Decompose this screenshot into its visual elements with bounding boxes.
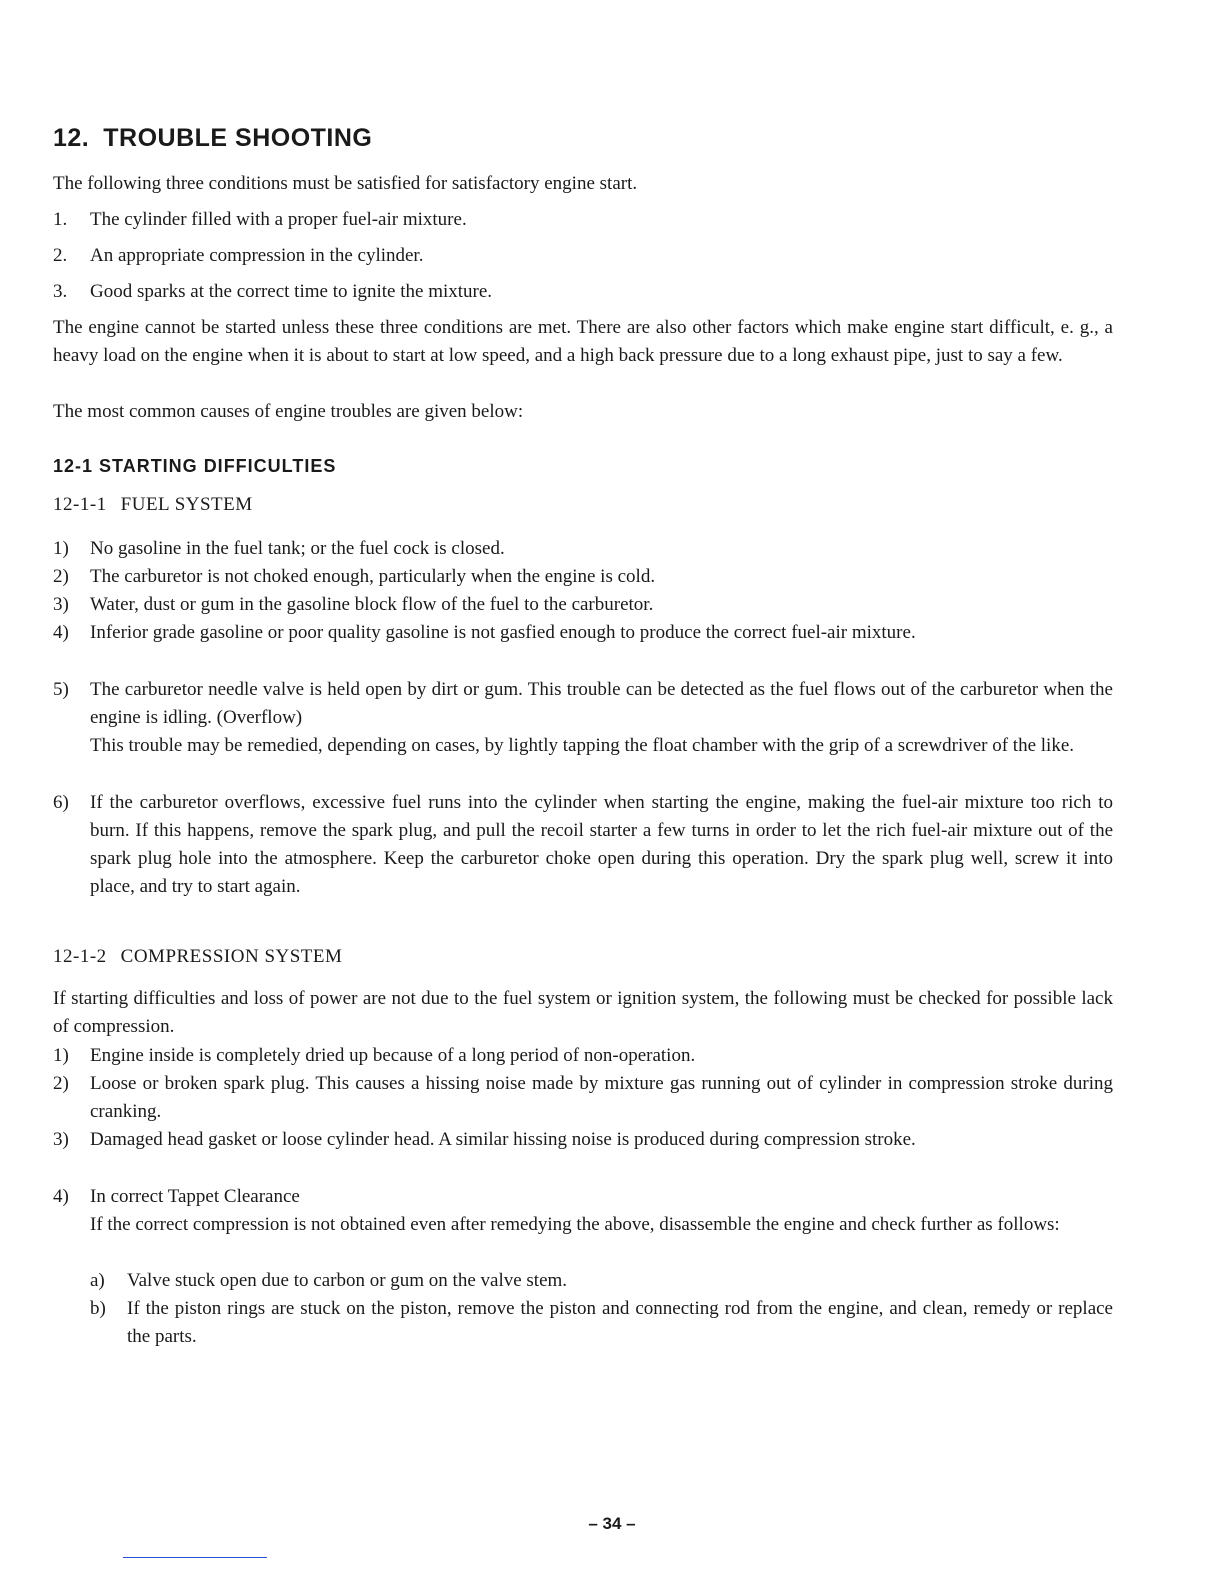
- heading-title: TROUBLE SHOOTING: [103, 124, 373, 152]
- subitem-letter: a): [90, 1270, 105, 1291]
- condition-text: An appropriate compression in the cylinder.: [90, 245, 424, 266]
- fuel-item-text: No gasoline in the fuel tank; or the fuel cock is closed.: [90, 538, 505, 559]
- condition-number: 2.: [53, 245, 68, 266]
- fuel-system-heading: [53, 494, 253, 516]
- compression-item-number: 1): [53, 1045, 69, 1066]
- condition-item: [53, 242, 1113, 270]
- condition-number: 1.: [53, 209, 68, 230]
- scan-edge-line: [123, 1557, 267, 1558]
- page-number: – 34 –: [588, 1514, 636, 1533]
- condition-text: Good sparks at the correct time to ignite the mixture.: [90, 281, 493, 302]
- subitem-letter: b): [90, 1298, 106, 1319]
- fuel-item-text: The carburetor is not choked enough, particularly when the engine is cold.: [90, 566, 656, 587]
- condition-text: The cylinder filled with a proper fuel-air mixture.: [90, 209, 467, 230]
- compression-item-note: If the correct compression is not obtained even after remedying the above, disassemble the engine and check further as follows:: [90, 1214, 1060, 1235]
- fuel-item: [53, 591, 1113, 619]
- fuel-item-number: 5): [53, 679, 69, 700]
- intro-text: The following three conditions must be satisfied for satisfactory engine start.: [53, 173, 638, 194]
- fuel-item-number: 4): [53, 622, 69, 643]
- condition-number: 3.: [53, 281, 68, 302]
- subitem-text: Valve stuck open due to carbon or gum on the valve stem.: [127, 1270, 568, 1291]
- compression-item: [53, 1126, 1113, 1154]
- explanation-paragraph: The engine cannot be started unless these three conditions are met. There are also other factors which make engine start difficult, e. g., a heavy load on the engine when it is about to start at low speed, and a high back pressure due to a long exhaust pipe, just to say a few.: [53, 317, 1113, 366]
- fuel-item-number: 2): [53, 566, 69, 587]
- fuel-system-code: 12-1-1: [53, 494, 107, 515]
- common-causes-text: The most common causes of engine troubles are given below:: [53, 401, 524, 422]
- compression-item: [53, 1183, 1113, 1239]
- condition-item: [53, 278, 1113, 306]
- compression-item-number: 3): [53, 1129, 69, 1150]
- compression-item-number: 2): [53, 1073, 69, 1094]
- fuel-item: [53, 789, 1113, 901]
- fuel-item-number: 3): [53, 594, 69, 615]
- compression-item-text: In correct Tappet Clearance: [90, 1186, 300, 1207]
- compression-system-title: COMPRESSION SYSTEM: [120, 946, 343, 967]
- subsection-heading: 12-1 STARTING DIFFICULTIES: [53, 456, 337, 476]
- section-heading: [53, 124, 372, 153]
- fuel-item-note: This trouble may be remedied, depending on cases, by lightly tapping the float chamber with the grip of a screwdriver of the like.: [90, 735, 1075, 756]
- condition-item: [53, 206, 1113, 234]
- fuel-item-text: The carburetor needle valve is held open by dirt or gum. This trouble can be detected as the fuel flows out of the carburetor when the engine is idling. (Overflow): [90, 679, 1113, 728]
- compression-item-text: Engine inside is completely dried up because of a long period of non-operation.: [90, 1045, 696, 1066]
- heading-number: 12.: [53, 124, 90, 152]
- compression-subitem: [90, 1267, 1113, 1295]
- fuel-item: [53, 619, 1113, 647]
- fuel-system-title: FUEL SYSTEM: [120, 494, 253, 515]
- compression-system-code: 12-1-2: [53, 946, 107, 967]
- compression-item-text: Loose or broken spark plug. This causes a hissing noise made by mixture gas running out of cylinder in compression stroke during cranking.: [90, 1073, 1113, 1122]
- fuel-item: [53, 535, 1113, 563]
- compression-subitem: [90, 1295, 1113, 1351]
- fuel-item: [53, 563, 1113, 591]
- fuel-item-number: 1): [53, 538, 69, 559]
- fuel-item-text: Inferior grade gasoline or poor quality gasoline is not gasfied enough to produce the correct fuel-air mixture.: [90, 622, 916, 643]
- subitem-text: If the piston rings are stuck on the piston, remove the piston and connecting rod from the engine, and clean, remedy or replace the parts.: [127, 1298, 1113, 1347]
- fuel-item: [53, 676, 1113, 760]
- compression-item: [53, 1042, 1113, 1070]
- compression-item-number: 4): [53, 1186, 69, 1207]
- fuel-item-number: 6): [53, 792, 69, 813]
- compression-item: [53, 1070, 1113, 1126]
- fuel-item-text: If the carburetor overflows, excessive fuel runs into the cylinder when starting the engine, making the fuel-air mixture too rich to burn. If this happens, remove the spark plug, and pull the recoil starter a few turns in order to let the rich fuel-air mixture out of the spark plug hole into the atmosphere. Keep the carburetor choke open during this operation. Dry the spark plug well, screw it into place, and try to start again.: [90, 792, 1113, 897]
- compression-system-heading: [53, 946, 342, 968]
- compression-intro: If starting difficulties and loss of power are not due to the fuel system or ignition system, the following must be checked for possible lack of compression.: [53, 988, 1113, 1037]
- compression-item-text: Damaged head gasket or loose cylinder head. A similar hissing noise is produced during compression stroke.: [90, 1129, 916, 1150]
- fuel-item-text: Water, dust or gum in the gasoline block flow of the fuel to the carburetor.: [90, 594, 654, 615]
